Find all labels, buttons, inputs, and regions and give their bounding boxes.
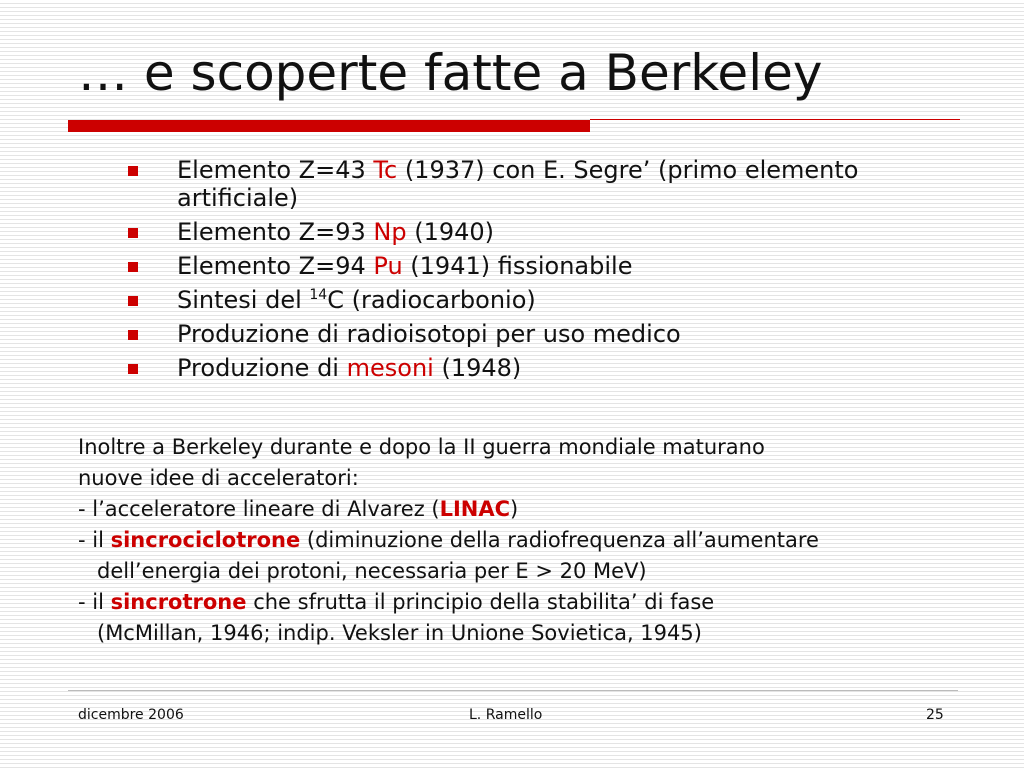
isotope-superscript: 14	[309, 287, 328, 303]
accelerators-paragraph	[78, 432, 1008, 649]
bullet-item-radioisotopes: Produzione di radioisotopi per uso medico	[126, 320, 926, 348]
bullet-list	[126, 156, 926, 388]
square-bullet-icon	[128, 364, 138, 374]
bullet-item-tc: Elemento Z=43 Tc (1937) con E. Segre’ (primo elemento artificiale)	[126, 156, 926, 212]
highlight-term: LINAC	[439, 497, 511, 521]
element-symbol: Tc	[373, 156, 398, 184]
footer-author: L. Ramello	[469, 707, 543, 723]
square-bullet-icon	[128, 166, 138, 176]
bullet-item-mesons: Produzione di mesoni (1948)	[126, 354, 926, 382]
paragraph-continuation: dell’energia dei protoni, necessaria per E > 20 MeV)	[97, 559, 647, 583]
accelerator-item-synchrotron: - il sincrotrone che sfrutta il principio della stabilita’ di fase	[78, 590, 715, 614]
highlight-term: sincrotrone	[110, 590, 247, 614]
highlight-term: sincrociclotrone	[110, 528, 301, 552]
element-symbol: Pu	[373, 252, 403, 280]
bullet-item-np: Elemento Z=93 Np (1940)	[126, 218, 926, 246]
paragraph-line: Inoltre a Berkeley durante e dopo la II guerra mondiale maturano	[78, 435, 765, 459]
paragraph-continuation: (McMillan, 1946; indip. Veksler in Unione Sovietica, 1945)	[97, 621, 702, 645]
bullet-item-c14: Sintesi del $^{14}$C (radiocarbonio)	[126, 286, 926, 314]
footer-divider	[68, 690, 958, 691]
footer-page-number: 25	[926, 707, 944, 723]
highlight-term: mesoni	[346, 354, 434, 382]
square-bullet-icon	[128, 228, 138, 238]
title-underline-thick	[68, 120, 590, 132]
accelerator-item-linac: - l’acceleratore lineare di Alvarez (LINAC)	[78, 497, 519, 521]
bullet-item-pu: Elemento Z=94 Pu (1941) fissionabile	[126, 252, 926, 280]
slide-title: … e scoperte fatte a Berkeley	[78, 44, 823, 102]
title-underline-thin	[590, 119, 960, 120]
accelerator-item-synchrocyclotron: - il sincrociclotrone (diminuzione della radiofrequenza all’aumentare	[78, 528, 819, 552]
square-bullet-icon	[128, 262, 138, 272]
footer-date: dicembre 2006	[78, 707, 184, 723]
element-symbol: Np	[373, 218, 407, 246]
square-bullet-icon	[128, 330, 138, 340]
square-bullet-icon	[128, 296, 138, 306]
paragraph-line: nuove idee di acceleratori:	[78, 466, 359, 490]
